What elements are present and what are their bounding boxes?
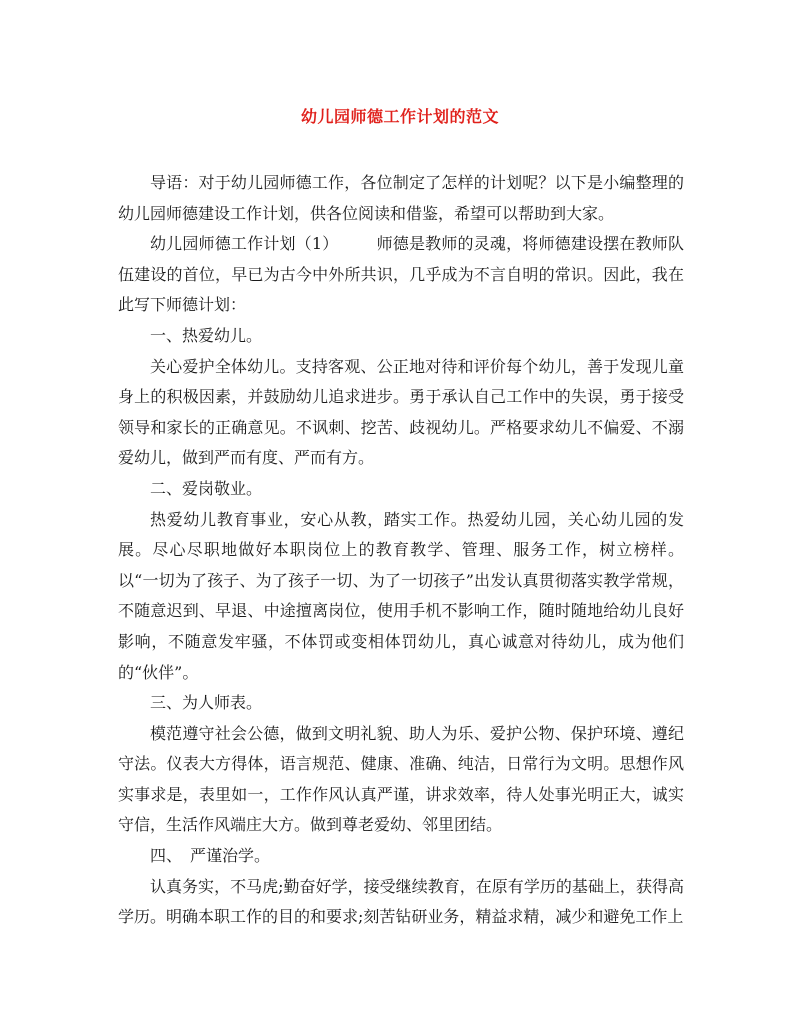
plan-heading-paragraph (118, 229, 684, 321)
section-heading-2: 二、爱岗敬业。 (150, 478, 263, 498)
intro-paragraph: 导语：对于幼儿园师德工作，各位制定了怎样的计划呢？以下是小编整理的幼儿园师德建设工作计划，供各位阅读和借鉴，希望可以帮助到大家。 (118, 173, 684, 223)
document-body (118, 168, 684, 933)
section-body-3: 模范遵守社会公德，做到文明礼貌、助人为乐、爱护公物、保护环境、遵纪守法。仪表大方得体，语言规范、健康、准确、纯洁，日常行为文明。思想作风实事求是，表里如一，工作作风认真严谨，讲求效率，待人处事光明正大，诚实守信，生活作风端庄大方。做到尊老爱幼、邻里团结。 (118, 723, 684, 835)
plan-heading: 幼儿园师德工作计划（1） (150, 234, 339, 254)
section-heading-1: 一、热爱幼儿。 (150, 325, 263, 345)
plan-intro: 师德是教师的灵魂，将师德建设摆在教师队伍建设的首位，早已为古今中外所共识，几乎成为不言自明的常识。因此，我在此写下师德计划： (118, 234, 684, 315)
section-body-2: 热爱幼儿教育事业，安心从教，踏实工作。热爱幼儿园，关心幼儿园的发展。尽心尽职地做好本职岗位上的教育教学、管理、服务工作，树立榜样。以“一切为了孩子、为了孩子一切、为了一切孩子”出发认真贯彻落实教学常规，不随意迟到、早退、中途擅离岗位，使用手机不影响工作，随时随地给幼儿良好影响，不随意发牢骚，不体罚或变相体罚幼儿，真心诚意对待幼儿，成为他们的“伙伴”。 (118, 509, 684, 682)
section-body-1: 关心爱护全体幼儿。支持客观、公正地对待和评价每个幼儿，善于发现儿童身上的积极因素，并鼓励幼儿追求进步。勇于承认自己工作中的失误，勇于接受领导和家长的正确意见。不讽刺、挖苦、歧视幼儿。严格要求幼儿不偏爱、不溺爱幼儿，做到严而有度、严而有方。 (118, 356, 684, 468)
section-heading-3: 三、为人师表。 (150, 693, 263, 713)
section-heading-4: 四、 严谨治学。 (150, 846, 271, 866)
document-title: 幼儿园师德工作计划的范文 (300, 107, 499, 126)
section-body-4: 认真务实，不马虎;勤奋好学，接受继续教育，在原有学历的基础上，获得高学历。明确本职工作的目的和要求;刻苦钻研业务，精益求精，减少和避免工作上 (118, 876, 684, 927)
